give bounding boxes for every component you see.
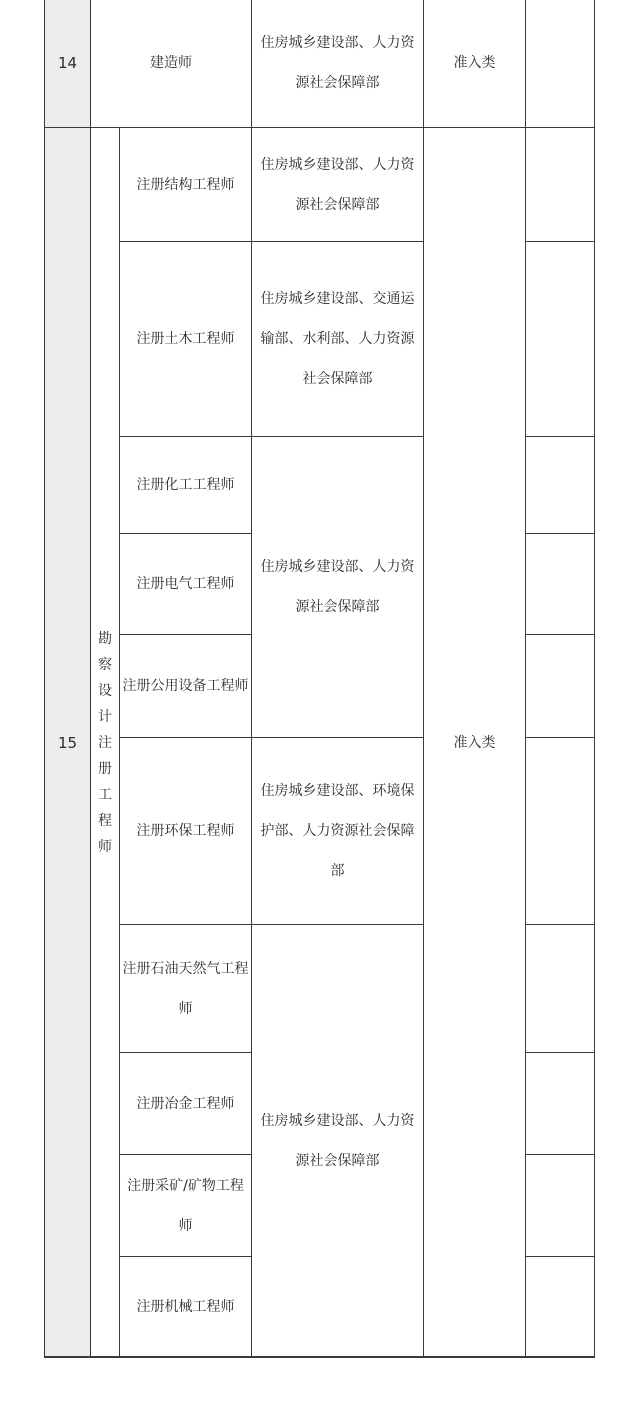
group-label-char: 察: [98, 656, 112, 673]
remark-cell: [525, 533, 595, 635]
item-name: [119, 1154, 252, 1257]
remark-cell: [525, 1154, 595, 1257]
row-14-number: [44, 0, 91, 128]
item-name: [119, 241, 252, 437]
item-name-text: 注册化工工程师: [136, 477, 235, 493]
group-label-char: 程: [98, 812, 112, 829]
row-14-title-text: 建造师: [150, 55, 192, 71]
item-name-text: 注册环保工程师: [136, 823, 235, 839]
table-bottom-border: [44, 1356, 594, 1357]
item-name: [119, 1052, 252, 1155]
item-name: [119, 1256, 252, 1358]
item-name: [119, 737, 252, 925]
remark-cell: [525, 1052, 595, 1155]
row-15-number: [44, 127, 91, 1358]
item-name-text: 注册采矿/矿物工程师: [127, 1177, 244, 1234]
group-label-char: 计: [98, 708, 112, 725]
row-14-category: [423, 0, 526, 128]
row-14-number-text: 14: [57, 54, 78, 72]
department-cell: [251, 241, 424, 437]
remark-cell: [525, 436, 595, 534]
department-text: 住房城乡建设部、人力资源社会保障部: [260, 156, 415, 213]
remark-cell: [525, 1256, 595, 1358]
department-text: 住房城乡建设部、人力资源社会保障部: [260, 1113, 415, 1169]
row-15-category-text: 准入类: [453, 734, 496, 751]
department-text: 住房城乡建设部、交通运输部、水利部、人力资源社会保障部: [260, 291, 415, 387]
group-label-char: 册: [98, 760, 112, 777]
department-text: 住房城乡建设部、人力资源社会保障部: [260, 559, 415, 615]
group-label-char: 注: [98, 734, 112, 751]
remark-cell: [525, 634, 595, 738]
row-14-title: [90, 0, 252, 128]
item-name-text: 注册土木工程师: [136, 331, 235, 347]
department-cell: [251, 737, 424, 925]
item-name: [119, 436, 252, 534]
item-name-text: 注册冶金工程师: [136, 1095, 235, 1112]
item-name: [119, 924, 252, 1053]
item-name: [119, 634, 252, 738]
row-14-department: [251, 0, 424, 128]
row-15-group-label: [90, 127, 120, 1358]
group-label-char: 工: [98, 786, 112, 803]
row-14-category-text: 准入类: [453, 55, 496, 71]
department-cell: [251, 127, 424, 242]
item-name-text: 注册结构工程师: [136, 176, 235, 193]
item-name: [119, 533, 252, 635]
row-14-remark: [525, 0, 595, 128]
remark-cell: [525, 737, 595, 925]
department-cell: [251, 436, 424, 738]
group-label-char: 设: [98, 682, 112, 699]
row-15-category: [423, 127, 526, 1358]
item-name-text: 注册电气工程师: [136, 576, 235, 592]
group-label-char: 师: [98, 838, 112, 855]
row-14-department-text: 住房城乡建设部、人力资源社会保障部: [260, 35, 415, 91]
department-cell: [251, 924, 424, 1358]
group-label-char: 勘: [98, 630, 112, 647]
remark-cell: [525, 924, 595, 1053]
remark-cell: [525, 127, 595, 242]
item-name: [119, 127, 252, 242]
item-name-text: 注册石油天然气工程师: [122, 960, 249, 1017]
item-name-text: 注册机械工程师: [136, 1299, 235, 1315]
item-name-text: 注册公用设备工程师: [122, 678, 249, 694]
remark-cell: [525, 241, 595, 437]
row-15-number-text: 15: [57, 733, 78, 752]
department-text: 住房城乡建设部、环境保护部、人力资源社会保障部: [260, 783, 415, 879]
